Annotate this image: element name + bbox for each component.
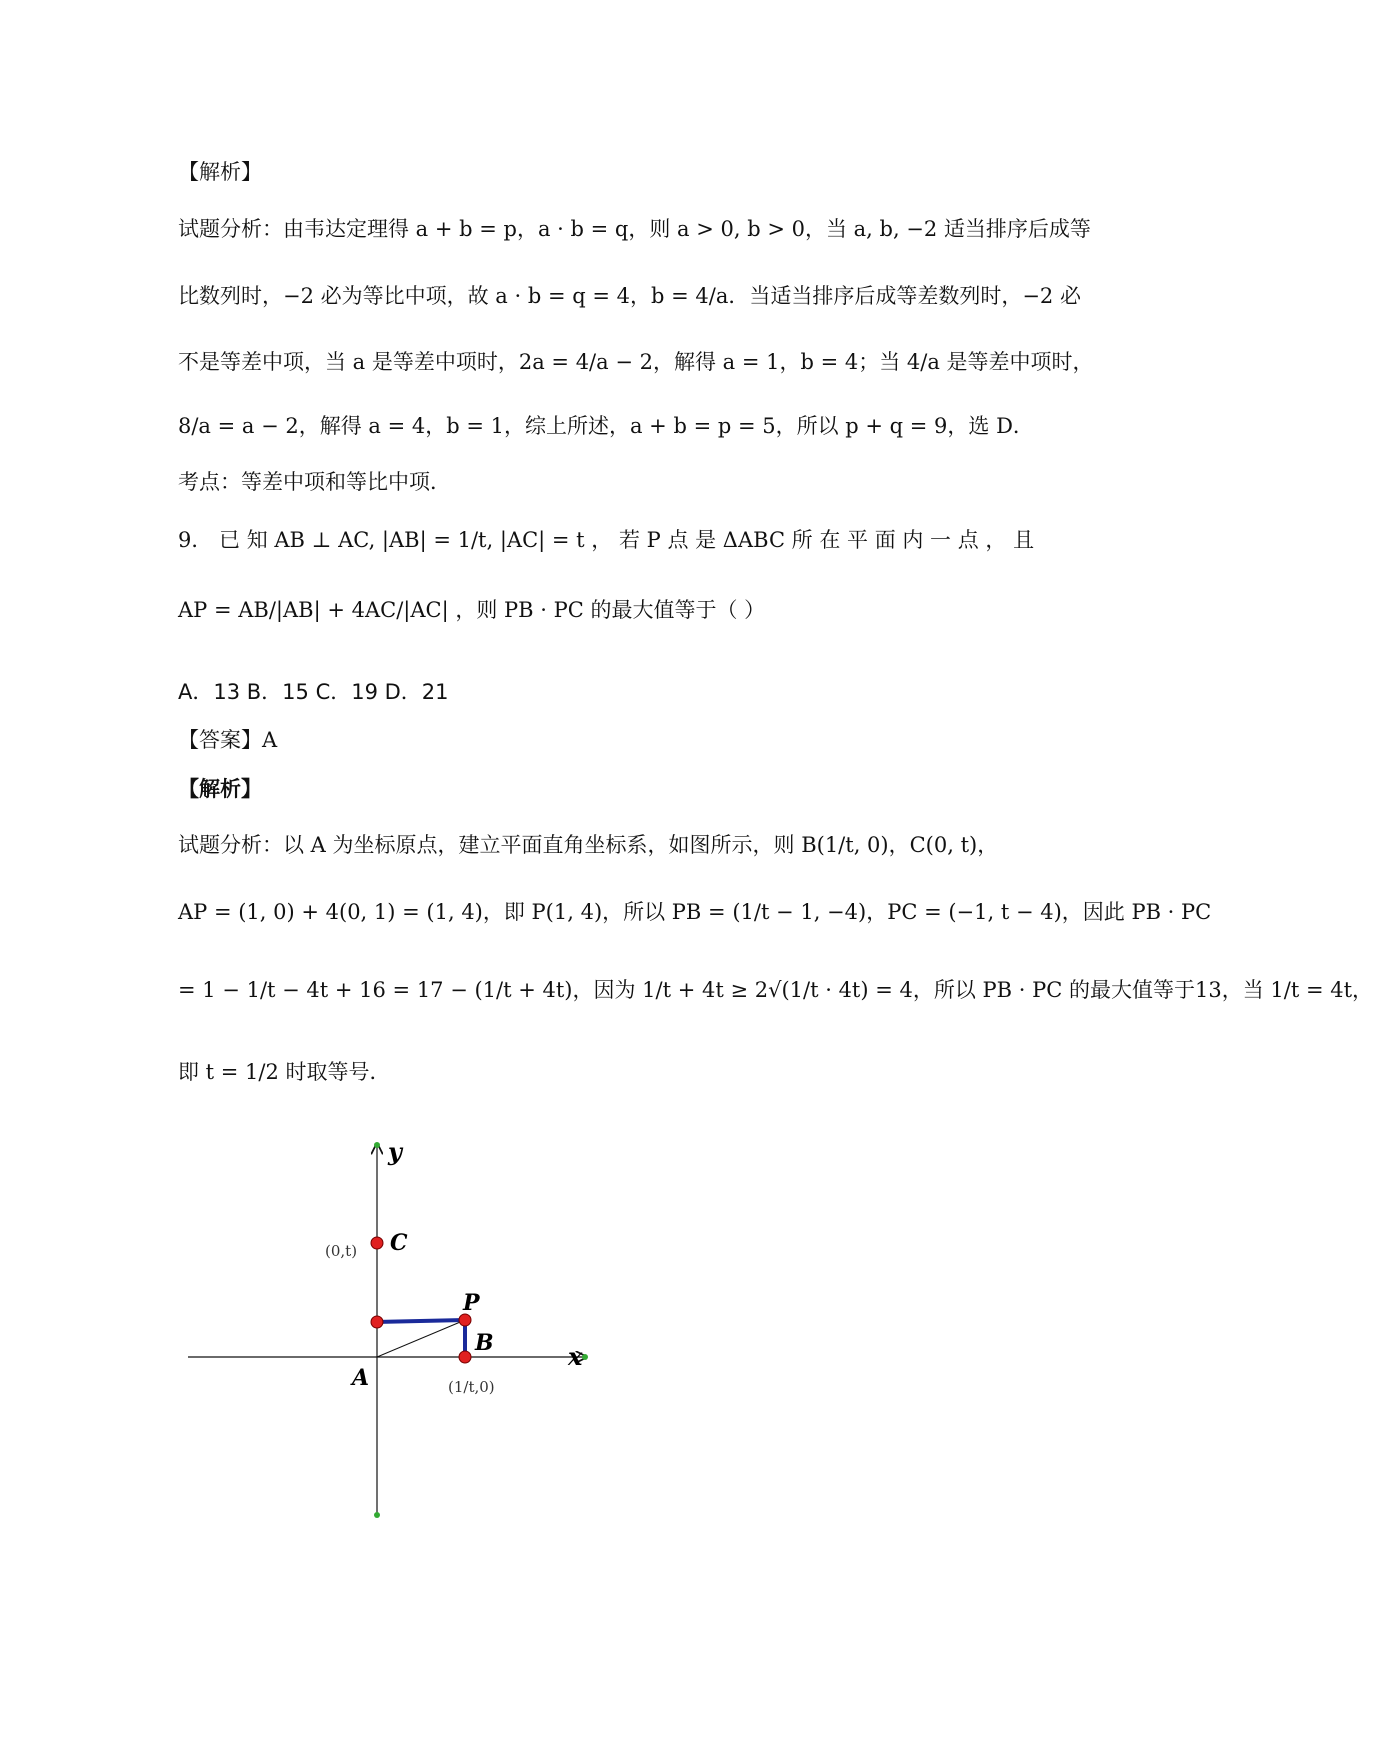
prev-line-3: 不是等差中项，当 a 是等差中项时，2a = 4/a − 2，解得 a = 1，b = 4；当 4/a 是等差中项时， bbox=[178, 350, 1094, 374]
label-x: x bbox=[568, 1342, 583, 1371]
answer-line-1: 试题分析：以 A 为坐标原点，建立平面直角坐标系，如图所示，则 B(1/t, 0)，C(0, t)， bbox=[178, 833, 999, 857]
label-p: P bbox=[463, 1290, 480, 1316]
answer-label: 【答案】A bbox=[178, 728, 278, 752]
segment-ap-y bbox=[377, 1320, 465, 1322]
y-axis-top-point bbox=[374, 1142, 380, 1148]
question-options: A．13 B．15 C．19 D．21 bbox=[178, 680, 449, 704]
label-b: B bbox=[475, 1330, 494, 1356]
prev-line-2: 比数列时，−2 必为等比中项，故 a · b = q = 4，b = 4/a．当适当排序后成等差数列时，−2 必 bbox=[178, 284, 1081, 308]
x-axis-end-point bbox=[582, 1354, 588, 1360]
label-y: y bbox=[388, 1137, 402, 1166]
point-b bbox=[459, 1351, 471, 1363]
prev-kaodian: 考点：等差中项和等比中项． bbox=[178, 470, 451, 494]
question-line-1: 9． 已 知 AB ⊥ AC, |AB| = 1/t, |AC| = t ， 若 P 点 是 ΔABC 所 在 平 面 内 一 点 ， 且 bbox=[178, 528, 1035, 552]
prev-line-4: 8/a = a − 2，解得 a = 4，b = 1，综上所述，a + b = p = 5，所以 p + q = 9，选 D． bbox=[178, 414, 1034, 438]
coord-b: (1/t,0) bbox=[448, 1378, 495, 1396]
answer-jiexi-label: 【解析】 bbox=[178, 776, 262, 801]
point-c bbox=[371, 1237, 383, 1249]
label-c: C bbox=[390, 1230, 408, 1256]
answer-line-4: 即 t = 1/2 时取等号． bbox=[178, 1060, 391, 1084]
coord-c: (0,t) bbox=[325, 1242, 358, 1260]
prev-jiexi-label: 【解析】 bbox=[178, 160, 262, 184]
vector-ap bbox=[377, 1320, 465, 1357]
prev-line-1: 试题分析：由韦达定理得 a + b = p，a · b = q，则 a > 0, b > 0，当 a, b, −2 适当排序后成等 bbox=[178, 217, 1091, 241]
label-a: A bbox=[352, 1365, 370, 1391]
y-axis-bottom-point bbox=[374, 1512, 380, 1518]
answer-line-3: = 1 − 1/t − 4t + 16 = 17 − (1/t + 4t)，因为 1/t + 4t ≥ 2√(1/t · 4t) = 4，所以 PB · PC 的最大值等于13，当 1/t = 4t， bbox=[178, 978, 1373, 1002]
answer-line-2: AP = (1, 0) + 4(0, 1) = (1, 4)，即 P(1, 4)，所以 PB = (1/t − 1, −4)，PC = (−1, t − 4)，因此 PB · PC bbox=[178, 900, 1212, 924]
question-line-2: AP = AB/|AB| + 4AC/|AC| ，则 PB · PC 的最大值等于（ ） bbox=[178, 598, 766, 622]
point-y4 bbox=[371, 1316, 383, 1328]
coordinate-diagram bbox=[180, 1137, 600, 1530]
